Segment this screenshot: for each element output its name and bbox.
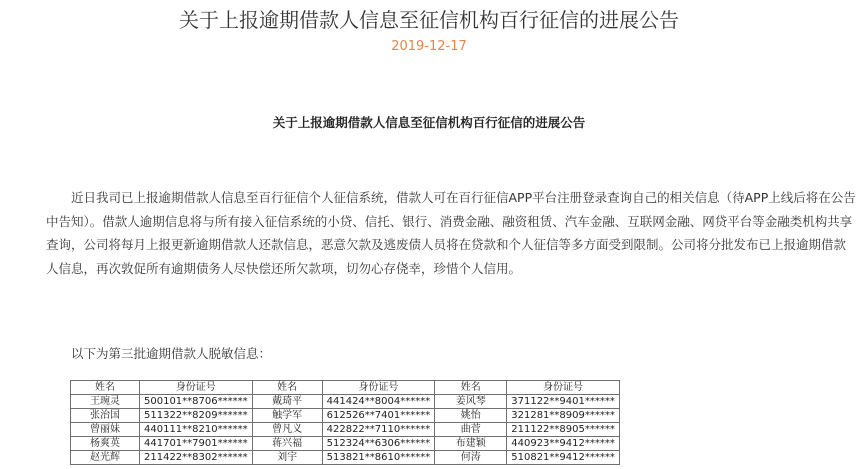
table-row — [71, 409, 620, 423]
borrower-id-number: 321281**8909****** — [507, 409, 620, 423]
borrower-name: 张治国 — [71, 409, 140, 423]
borrower-id-number: 440923**9412****** — [507, 437, 620, 451]
borrower-name: 姜风琴 — [435, 395, 507, 409]
borrower-id-number: 612526**7401****** — [322, 409, 435, 423]
column-header-id: 身份证号 — [140, 381, 253, 395]
table-row — [71, 395, 620, 409]
borrower-name: 蒋兴福 — [252, 437, 322, 451]
column-header-name: 姓名 — [435, 381, 507, 395]
publish-date: 2019-12-17 — [391, 39, 467, 54]
borrower-name: 曾丽妹 — [71, 423, 140, 437]
borrower-name: 何涛 — [435, 451, 507, 465]
article-title: 关于上报逾期借款人信息至征信机构百行征信的进展公告 — [272, 115, 586, 130]
borrower-id-number: 441701**7901****** — [140, 437, 253, 451]
borrower-name: 杨爽英 — [71, 437, 140, 451]
borrower-id-number: 422822**7110****** — [322, 423, 435, 437]
borrower-info-table — [70, 380, 620, 465]
borrower-id-number: 500101**8706****** — [140, 395, 253, 409]
table-row — [71, 423, 620, 437]
table-header-row — [71, 381, 620, 395]
table-intro: 以下为第三批逾期借款人脱敏信息： — [71, 346, 272, 361]
column-header-id: 身份证号 — [322, 381, 435, 395]
borrower-id-number: 513821**8610****** — [322, 451, 435, 465]
column-header-name: 姓名 — [71, 381, 140, 395]
borrower-name: 布建颖 — [435, 437, 507, 451]
borrower-name: 触学军 — [252, 409, 322, 423]
borrower-id-number: 371122**9401****** — [507, 395, 620, 409]
borrower-name: 曾凡义 — [252, 423, 322, 437]
borrower-id-number: 211422**8302****** — [140, 451, 253, 465]
article-body: 近日我司已上报逾期借款人信息至百行征信个人征信系统，借款人可在百行征信APP平台注册登录查询自己的相关信息（待APP上线后将在公告中告知）。借款人逾期信息将与所有接入征信系统的小贷、信托、银行、消费金融、融资租赁、汽车金融、互联网金融、网贷平台等金融类机构共享查询，公司将每月上报更新逾期借款人还款信息，恶意欠款及逃废债人员将在贷款和个人征信等多方面受到限制。公司将分批发布已上报逾期借款人信息，再次敦促所有逾期债务人尽快偿还所欠款项，切勿心存侥幸，珍惜个人信用。 — [46, 190, 856, 276]
column-header-name: 姓名 — [252, 381, 322, 395]
page-title: 关于上报逾期借款人信息至征信机构百行征信的进展公告 — [179, 8, 679, 32]
borrower-id-number: 441424**8004****** — [322, 395, 435, 409]
borrower-name: 刘宇 — [252, 451, 322, 465]
borrower-name: 赵光辉 — [71, 451, 140, 465]
borrower-id-number: 211122**8905****** — [507, 423, 620, 437]
borrower-id-number: 511322**8209****** — [140, 409, 253, 423]
borrower-name: 姚怡 — [435, 409, 507, 423]
borrower-id-number: 512324**6306****** — [322, 437, 435, 451]
borrower-name: 戴琦平 — [252, 395, 322, 409]
borrower-name: 王琬灵 — [71, 395, 140, 409]
borrower-id-number: 510821**9412****** — [507, 451, 620, 465]
table-row — [71, 451, 620, 465]
borrower-name: 曲菅 — [435, 423, 507, 437]
borrower-id-number: 440111**8210****** — [140, 423, 253, 437]
column-header-id: 身份证号 — [507, 381, 620, 395]
table-row — [71, 437, 620, 451]
